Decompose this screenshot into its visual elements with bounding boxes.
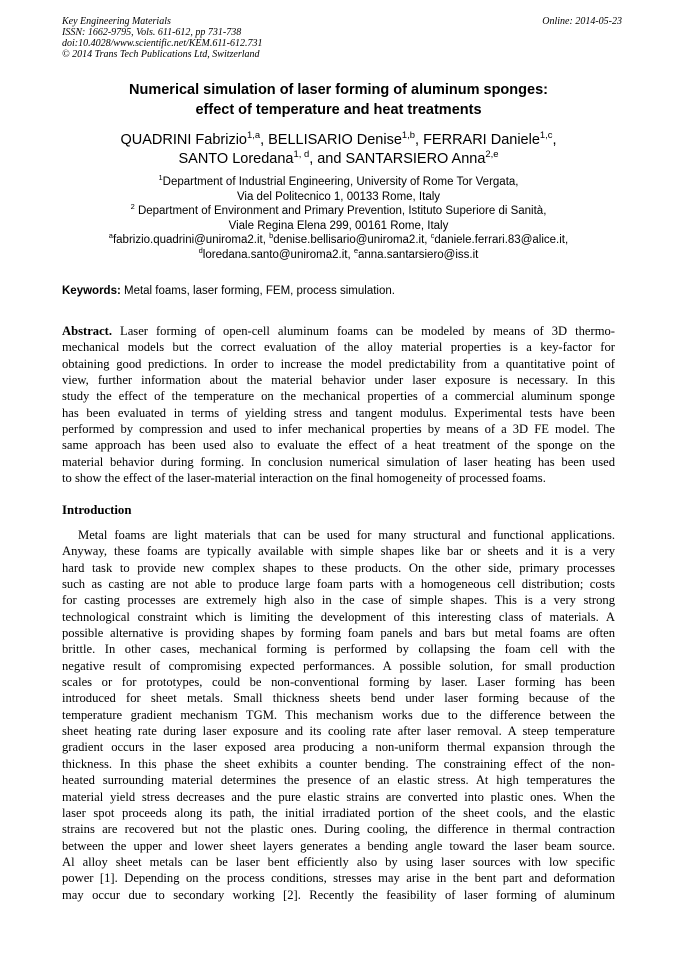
email-sup: d <box>198 245 203 255</box>
online-date: Online: 2014-05-23 <box>542 16 622 27</box>
author-name: FERRARI Daniele <box>423 132 540 148</box>
abstract-line: view, further information about the material behavior under laser exposure is necessary. In this <box>62 373 615 388</box>
abstract-line: same approach has been used also to evaluate the effect of a heat treatment of the sponge on the <box>62 438 615 453</box>
author-name: QUADRINI Fabrizio <box>120 132 247 148</box>
author-separator: , <box>415 132 424 148</box>
abstract-line: obtaining good predictions. In order to increase the model predictability from a quantitative point of <box>62 356 615 371</box>
abstract-line: study the effect of the temperature on the mechanical properties of a commercial aluminum sponge <box>62 389 615 404</box>
intro-line: power [1]. Depending on the process conditions, stresses may arise in the bent part and deformation <box>62 871 615 886</box>
email-link[interactable]: daniele.ferrari.83@alice.it, <box>434 234 569 246</box>
intro-line: material yield stress decreases and the pure elastic strains are converted into plastic ones. When the <box>62 789 615 804</box>
keywords-text: Metal foams, laser forming, FEM, process simulation. <box>120 285 395 297</box>
email-sup: c <box>430 231 435 241</box>
affiliation-number: 2 <box>130 202 135 212</box>
intro-line: for casting processes are extremely high also in the case of simple shapes. This is a very strong <box>62 593 615 608</box>
intro-line: brittle. In other cases, mechanical forming is performed by collapsing the foam cell with the <box>62 642 615 657</box>
section-heading-introduction: Introduction <box>62 503 132 517</box>
journal-header <box>62 16 622 60</box>
email-link[interactable]: fabrizio.quadrini@uniroma2.it, <box>112 234 270 246</box>
intro-line: heated surrounding material determines the presence of an elastic stress. At high temperatures the <box>62 773 615 788</box>
abstract-line: material behavior during forming. In conclusion numerical simulation of laser heating has been used <box>62 454 615 469</box>
abstract-label: Abstract. <box>62 324 113 338</box>
affiliations <box>62 175 615 262</box>
affiliation-2-line-1 <box>62 204 615 219</box>
intro-line: Metal foams are light materials that can be used for many structural and functional applications. <box>78 528 615 542</box>
introduction-text <box>62 527 615 903</box>
author-affil-sup: 2,e <box>485 148 499 160</box>
intro-line: may occur due to secondary working [2]. Recently the feasibility of laser forming of aluminum <box>62 887 615 902</box>
abstract-line: performed by compression and used to infer mechanical properties by means of a 3D FE model. The <box>62 422 615 437</box>
author-affil-sup: 1,c <box>539 129 553 141</box>
intro-line: hard task to provide new complex shapes to these products. On the other side, primary processes <box>62 560 615 575</box>
abstract <box>62 323 615 486</box>
email-sup: e <box>353 245 358 255</box>
journal-name: Key Engineering Materials <box>62 16 171 27</box>
intro-line: strains are recovered but not the plastic ones. During cooling, the difference in thermal contraction <box>62 822 615 837</box>
affiliation-text: Department of Industrial Engineering, University of Rome Tor Vergata, <box>162 176 519 188</box>
doi-line: doi:10.4028/www.scientific.net/KEM.611-612.731 <box>62 38 263 49</box>
affiliation-number: 1 <box>158 173 163 183</box>
author-affil-sup: 1, d <box>293 148 310 160</box>
abstract-line: has been evaluated in terms of yielding stress and tangent modulus. Experimental tests have been <box>62 405 615 420</box>
intro-line: technological constraint which is limiting the development of this interesting class of materials. A <box>62 609 615 624</box>
paper-title <box>62 80 615 120</box>
intro-line: laser spot proceeds along its path, the initial irradiated portion of the sheet cools, and the elastic <box>62 805 615 820</box>
keywords <box>62 284 615 299</box>
author-name: SANTARSIERO Anna <box>345 151 486 167</box>
email-row-1 <box>62 233 615 248</box>
email-sup: b <box>269 231 274 241</box>
abstract-line <box>62 323 615 339</box>
author-name: BELLISARIO Denise <box>268 132 402 148</box>
keywords-label: Keywords: <box>62 285 121 297</box>
email-link[interactable]: loredana.santo@uniroma2.it, <box>202 248 354 261</box>
intro-line: introduced for sheet metals. Small thickness sheets bend under laser forming because of the <box>62 691 615 706</box>
affiliation-1-line-2: Via del Politecnico 1, 00133 Rome, Italy <box>236 190 441 203</box>
email-row-2 <box>62 245 615 263</box>
title-line-1: Numerical simulation of laser forming of aluminum sponges: <box>129 82 548 98</box>
author-name: SANTO Loredana <box>178 151 294 167</box>
intro-line: sheet heating rate during laser exposure and its cooling rate after laser removal. A steep temperature <box>62 724 615 739</box>
intro-line: gradient occurs in the laser exposed area producing a non-uniform thermal expansion through the <box>62 740 615 755</box>
intro-line: temperature gradient mechanism TGM. This mechanism works due to the difference between the <box>62 707 615 722</box>
title-line-2: effect of temperature and heat treatments <box>195 102 482 118</box>
email-link[interactable]: anna.santarsiero@iss.it <box>358 248 479 261</box>
email-sup: a <box>108 231 113 241</box>
author-affil-sup: 1,a <box>246 129 261 141</box>
intro-line: Al alloy sheet metals can be laser bent efficiently also by using laser sources with low specific <box>62 854 615 869</box>
affiliation-text: Department of Environment and Primary Prevention, Istituto Superiore di Sanità, <box>134 205 547 217</box>
abstract-line: to show the effect of the laser-material interaction on the final homogeneity of processed foams. <box>62 471 546 486</box>
affiliation-1-line-1 <box>62 175 615 190</box>
author-affil-sup: 1,b <box>401 129 415 141</box>
author-row-2 <box>62 150 615 169</box>
intro-line: Anyway, these foams are typically available with simple shapes like bar or sheets and it is a very <box>62 544 615 559</box>
intro-line: between the upper and lower sheet layers generates a bending angle toward the laser beam source. <box>62 838 615 853</box>
author-separator: , and <box>309 151 346 167</box>
intro-line: such as casting are not able to produce large foam parts with a homogeneous cell distribution; costs <box>62 577 615 592</box>
email-link[interactable]: denise.bellisario@uniroma2.it, <box>273 234 431 246</box>
copyright-line: © 2014 Trans Tech Publications Ltd, Switzerland <box>62 49 260 60</box>
author-separator: , <box>552 132 557 148</box>
intro-line: possible alternative is providing shapes by forming foam panels and bars but metal foams are often <box>62 626 615 641</box>
abstract-line: mechanical models but the correct evaluation of the alloy material properties is a key-factor for <box>62 340 615 355</box>
intro-line: negative result of compromising expected performances. A possible solution, for small production <box>62 658 615 673</box>
affiliation-2-line-2: Viale Regina Elena 299, 00161 Rome, Italy <box>228 219 449 232</box>
author-list <box>62 131 615 169</box>
issn-line: ISSN: 1662-9795, Vols. 611-612, pp 731-738 <box>62 27 242 38</box>
intro-line: scales or for prototypes, could be non-conventional forming by laser. Laser forming has been <box>62 675 615 690</box>
abstract-text: Laser forming of open-cell aluminum foams can be modeled by means of 3D thermo- <box>112 324 615 338</box>
author-separator: , <box>260 132 269 148</box>
author-row-1 <box>62 131 615 150</box>
intro-line: thickness. In this phase the sheet exhibits a counter bending. The constraining effect of the non- <box>62 756 615 771</box>
